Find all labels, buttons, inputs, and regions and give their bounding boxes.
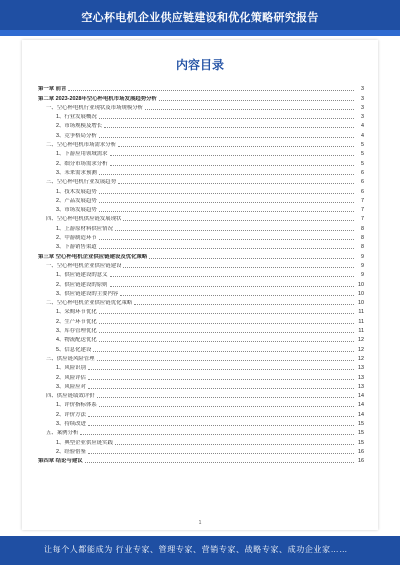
toc-entry-label: 2、中游制造环节 [56,235,97,242]
toc-entry-page: 8 [361,235,364,242]
toc-leader-dots [118,146,354,147]
toc-entry-page: 14 [358,411,364,418]
toc-entry-page: 9 [361,262,364,269]
toc-entry-page: 11 [358,309,364,316]
toc-entry-label: 1、评价指标体系 [56,402,97,409]
toc-entry-label: 3、库存管理优化 [56,328,97,335]
toc-entry-page: 12 [358,355,364,362]
toc-entry-page: 10 [358,290,364,297]
toc-entry[interactable] [38,158,364,167]
toc-entry[interactable] [38,251,364,260]
toc-entry[interactable] [38,419,364,428]
toc-entry-page: 13 [358,365,364,372]
toc-entry-label: 3、下游销售渠道 [56,244,97,251]
toc-entry-page: 12 [358,346,364,353]
toc-entry-label: 2、细分市场需求分析 [56,160,108,167]
toc-entry-page: 3 [361,86,364,93]
toc-entry-label: 1、行业发展概况 [56,114,97,121]
toc-entry-page: 10 [358,300,364,307]
toc-entry[interactable] [38,242,364,251]
toc-entry-page: 7 [361,216,364,223]
toc-entry-page: 3 [361,114,364,121]
toc-entry[interactable] [38,205,364,214]
toc-entry-label: 2、生产环节优化 [56,318,97,325]
toc-entry-page: 5 [361,142,364,149]
toc-entry-label: 1、上游原材料供应情况 [56,225,113,232]
table-of-contents [38,84,364,465]
toc-leader-dots [99,341,354,342]
toc-entry[interactable] [38,84,364,93]
toc-entry-page: 3 [361,104,364,111]
toc-entry[interactable] [38,270,364,279]
toc-leader-dots [88,379,354,380]
toc-entry[interactable] [38,437,364,446]
toc-leader-dots [93,351,354,352]
toc-leader-dots [134,304,354,305]
toc-entry-label: 2、经验借鉴 [56,448,86,455]
toc-leader-dots [97,397,354,398]
toc-leader-dots [115,230,354,231]
toc-entry[interactable] [38,363,364,372]
toc-entry[interactable] [38,344,364,353]
toc-entry[interactable] [38,112,364,121]
toc-entry-label: 3、供应链建设的主要内容 [56,290,119,297]
toc-entry[interactable] [38,372,364,381]
toc-leader-dots [145,109,354,110]
toc-leader-dots [99,313,354,314]
toc-entry-page: 15 [358,430,364,437]
toc-entry-page: 16 [358,448,364,455]
toc-entry-page: 11 [358,328,364,335]
toc-entry-label: 3、未来需求预测 [56,169,97,176]
toc-entry-label: 一、空心杯电机企业供应链建设 [46,262,122,269]
toc-page [22,40,378,530]
toc-entry-label: 2、产品发展趋势 [56,197,97,204]
toc-entry-page: 5 [361,160,364,167]
toc-entry-page: 6 [361,188,364,195]
toc-entry-label: 1、采购环节优化 [56,309,97,316]
toc-entry[interactable] [38,233,364,242]
toc-entry[interactable] [38,196,364,205]
toc-entry-page: 11 [358,318,364,325]
toc-entry-page: 12 [358,337,364,344]
toc-entry-page: 7 [361,197,364,204]
toc-entry-label: 3、市场发展趋势 [56,207,97,214]
toc-entry-page: 10 [358,281,364,288]
report-title: 空心杯电机企业供应链建设和优化策略研究报告 [81,12,319,24]
toc-entry-label: 1、典型企业供应链实践 [56,439,113,446]
toc-leader-dots [99,202,354,203]
toc-entry[interactable] [38,121,364,130]
toc-leader-dots [99,211,354,212]
toc-leader-dots [68,90,354,91]
toc-entry[interactable] [38,223,364,232]
toc-entry-label: 1、下游应用领域需求 [56,151,108,158]
toc-entry-page: 14 [358,402,364,409]
toc-entry[interactable] [38,177,364,186]
toc-entry[interactable] [38,400,364,409]
toc-entry-page: 14 [358,393,364,400]
toc-leader-dots [88,369,354,370]
toc-leader-dots [123,267,354,268]
footer-slogan: 让每个人都能成为 行业专家、管理专家、营销专家、战略专家、成功企业家…… [44,545,348,554]
toc-entry-label: 3、持续改进 [56,420,86,427]
toc-entry-label: 一、空心杯电机行业现状及市场规模分析 [46,104,144,111]
toc-entry[interactable] [38,391,364,400]
toc-entry-label: 四、空心杯电机供应链发展现状 [46,216,122,223]
toc-entry-label: 3、竞争格局分析 [56,132,97,139]
toc-entry[interactable] [38,298,364,307]
toc-entry[interactable] [38,261,364,270]
toc-leader-dots [159,100,354,101]
toc-entry-label: 三、空心杯电机行业发展趋势 [46,179,117,186]
toc-leader-dots [123,220,354,221]
toc-entry-page: 15 [358,439,364,446]
toc-leader-dots [88,388,354,389]
toc-entry-page: 8 [361,244,364,251]
toc-entry-label: 1、风险识别 [56,365,86,372]
toc-entry-label: 1、技术发展趋势 [56,188,97,195]
toc-entry[interactable] [38,103,364,112]
toc-entry[interactable] [38,307,364,316]
toc-entry-page: 3 [361,95,364,102]
toc-entry[interactable] [38,326,364,335]
page-number: 1 [198,520,202,526]
toc-entry[interactable] [38,382,364,391]
toc-leader-dots [99,406,354,407]
toc-leader-dots [99,248,354,249]
toc-entry[interactable] [38,428,364,437]
toc-entry-page: 8 [361,225,364,232]
toc-leader-dots [88,416,354,417]
toc-leader-dots [104,127,354,128]
toc-entry[interactable] [38,186,364,195]
toc-leader-dots [99,193,354,194]
toc-entry[interactable] [38,93,364,102]
toc-leader-dots [99,323,354,324]
toc-leader-dots [120,295,354,296]
toc-entry-label: 二、空心杯电机市场需求分析 [46,142,117,149]
toc-entry-label: 三、供应链风险管理 [46,355,95,362]
toc-entry-page: 13 [358,374,364,381]
toc-entry-label: 3、风险应对 [56,383,86,390]
toc-entry-label: 第三章 空心杯电机企业供应链建设及优化策略 [38,253,148,260]
toc-entry[interactable] [38,140,364,149]
toc-entry[interactable] [38,354,364,363]
toc-leader-dots [115,444,354,445]
toc-entry-label: 二、空心杯电机企业供应链优化策略 [46,300,133,307]
toc-leader-dots [88,425,354,426]
toc-leader-dots [80,434,354,435]
toc-entry-page: 4 [361,123,364,130]
toc-entry-page: 16 [358,458,364,465]
toc-entry-page: 9 [361,253,364,260]
toc-entry-page: 6 [361,179,364,186]
header-stripe [0,30,400,36]
toc-entry-page: 9 [361,272,364,279]
toc-entry-page: 15 [358,420,364,427]
toc-leader-dots [85,462,354,463]
toc-entry[interactable] [38,409,364,418]
toc-leader-dots [110,276,354,277]
toc-entry-label: 2、风险评估 [56,374,86,381]
toc-entry-label: 五、案例分析 [46,430,79,437]
toc-leader-dots [99,239,354,240]
toc-leader-dots [118,183,354,184]
toc-entry[interactable] [38,447,364,456]
toc-entry[interactable] [38,130,364,139]
toc-entry-label: 1、供应链建设的意义 [56,272,108,279]
toc-entry[interactable] [38,335,364,344]
toc-entry[interactable] [38,279,364,288]
toc-entry-page: 5 [361,151,364,158]
toc-entry-label: 第四章 结论与建议 [38,458,83,465]
toc-entry[interactable] [38,289,364,298]
toc-entry-label: 第一章 前言 [38,86,67,93]
toc-leader-dots [99,332,354,333]
toc-entry-page: 7 [361,207,364,214]
toc-entry-label: 第二章 2023-2028年空心杯电机市场发展趋势分析 [38,95,157,102]
toc-leader-dots [99,118,354,119]
toc-entry[interactable] [38,316,364,325]
toc-entry-page: 6 [361,169,364,176]
toc-leader-dots [110,286,354,287]
toc-leader-dots [110,165,354,166]
toc-leader-dots [99,137,354,138]
toc-title: 内容目录 [175,58,224,72]
toc-entry-label: 四、供应链绩效评价 [46,393,95,400]
toc-leader-dots [149,258,354,259]
toc-entry[interactable] [38,456,364,465]
toc-entry-page: 4 [361,132,364,139]
report-footer [0,536,400,565]
toc-entry[interactable] [38,214,364,223]
toc-entry[interactable] [38,149,364,158]
toc-leader-dots [110,155,354,156]
toc-leader-dots [99,174,354,175]
toc-leader-dots [97,360,354,361]
report-header [0,0,400,36]
toc-entry-label: 5、信息化建设 [56,346,92,353]
toc-leader-dots [88,453,354,454]
toc-entry-label: 2、市场规模及增长 [56,123,103,130]
toc-entry[interactable] [38,168,364,177]
toc-entry-page: 13 [358,383,364,390]
toc-entry-label: 4、物流配送优化 [56,337,97,344]
toc-entry-label: 2、供应链建设的原则 [56,281,108,288]
toc-entry-label: 2、评价方法 [56,411,86,418]
